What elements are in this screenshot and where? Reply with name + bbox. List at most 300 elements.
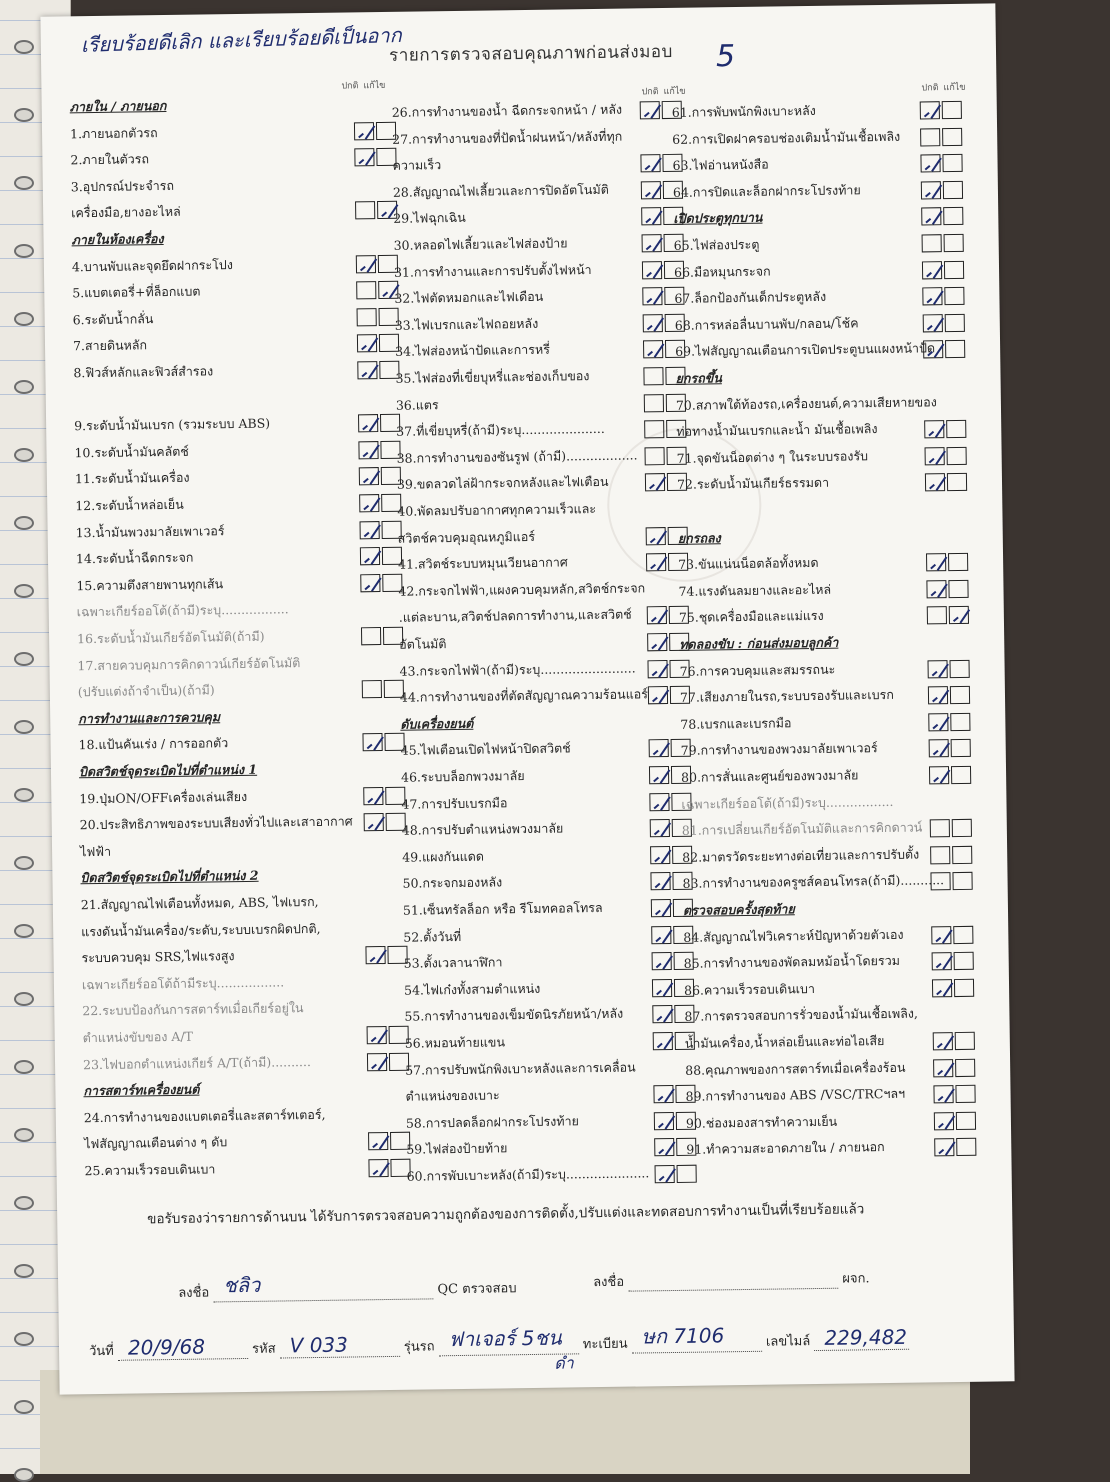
col-header-fix: แก้ไข xyxy=(663,86,686,98)
checklist-item-label: 73.ขันแน่นน็อตล้อทั้งหมด xyxy=(678,555,819,573)
checklist-item-label: 23.ไฟบอกตำแหน่งเกียร์ A/T(ถ้ามี).......... xyxy=(82,1053,311,1072)
checkbox-pair xyxy=(927,659,969,678)
checkbox-pair xyxy=(922,287,964,306)
checkbox-ok[interactable] xyxy=(654,1138,674,1156)
col-header-ok: ปกติ xyxy=(921,83,939,94)
checkbox-fix[interactable] xyxy=(948,580,968,598)
section-heading: ดับเครื่องยนต์ xyxy=(400,715,474,732)
inspection-sheet xyxy=(40,3,1014,1394)
handwritten-extra: ดำ xyxy=(554,1353,574,1373)
checkbox-ok[interactable] xyxy=(932,952,952,970)
checkbox-fix[interactable] xyxy=(954,952,974,970)
checkbox-fix[interactable] xyxy=(953,925,973,943)
checkbox-ok[interactable] xyxy=(649,739,669,757)
checkbox-ok[interactable] xyxy=(641,207,661,225)
checklist-item-label: .แต่ละบาน,สวิตช์ปลดการทำงาน,และสวิตช์ xyxy=(398,606,632,626)
checkbox-ok[interactable] xyxy=(644,420,664,438)
checklist-item-label: 47.การปรับเบรกมือ xyxy=(401,794,508,812)
checklist-item-label: 2.ภายในตัวรถ xyxy=(70,151,150,168)
checklist-item-label: 33.ไฟเบรกและไฟถอยหลัง xyxy=(394,315,539,333)
checkbox-fix[interactable] xyxy=(945,314,965,332)
checkbox-pair xyxy=(359,520,401,539)
checkbox-ok[interactable] xyxy=(926,553,946,571)
checklist-item-label: 5.แบตเตอรี่+ที่ล็อกแบต xyxy=(72,283,201,301)
checklist-item-label: 67.ล็อกป้องกันเด็กประตูหลัง xyxy=(674,288,827,307)
checkbox-ok[interactable] xyxy=(643,340,663,358)
checkbox-ok[interactable] xyxy=(640,101,660,119)
checklist-item-label: เฉพาะเกียร์ออโต้(ถ้ามี)ระบุ................. xyxy=(681,793,894,812)
section-heading: ยกรถขึ้น xyxy=(675,370,722,386)
checklist-item-label: 21.สัญญาณไฟเตือนทั้งหมด, ABS, ไฟเบรก, xyxy=(80,893,319,913)
checkbox-pair xyxy=(363,786,405,805)
checkbox-ok[interactable] xyxy=(922,234,942,252)
checkbox-pair xyxy=(926,580,968,599)
checklist-item-label: 27.การทำงานของที่ปัดน้ำฝนหน้า/หลังที่ทุก xyxy=(392,128,623,147)
section-heading: บิดสวิตช์จุดระเบิดไปที่ตำแหน่ง 1 xyxy=(78,761,258,780)
checkbox-pair xyxy=(357,308,399,327)
checkbox-ok[interactable] xyxy=(647,606,667,624)
checkbox-ok[interactable] xyxy=(642,287,662,305)
checkbox-pair xyxy=(364,813,406,832)
checkbox-ok[interactable] xyxy=(924,420,944,438)
checkbox-pair xyxy=(655,1165,697,1184)
checkbox-fix[interactable] xyxy=(944,234,964,252)
handwritten-note: เรียบร้อยดีเลิก และเรียบร้อยดีเป็นอาก xyxy=(80,22,402,57)
checkbox-pair xyxy=(358,441,400,460)
checkbox-fix[interactable] xyxy=(951,766,971,784)
checkbox-ok[interactable] xyxy=(920,101,940,119)
section-heading: ภายใน / ภายนอก xyxy=(69,97,167,115)
checkbox-pair xyxy=(368,1132,410,1151)
checklist-item-label: 11.ระดับน้ำมันเครื่อง xyxy=(74,470,190,487)
col-header-ok: ปกติ xyxy=(341,81,359,92)
checkbox-ok[interactable] xyxy=(929,740,949,758)
section-heading: บิดสวิตช์จุดระเบิดไปที่ตำแหน่ง 2 xyxy=(80,868,259,886)
checkbox-ok[interactable] xyxy=(649,793,669,811)
checkbox-ok[interactable] xyxy=(363,787,383,805)
checkbox-fix[interactable] xyxy=(947,447,967,465)
checkbox-ok[interactable] xyxy=(367,1026,387,1044)
checklist-item-label: 35.ไฟส่องที่เขี่ยบุหรี่และช่องเก็บของ xyxy=(395,368,590,386)
binding-coil xyxy=(14,1332,34,1346)
checklist-item-label: เฉพาะเกียร์ออโต้ถ้ามีระบุ................. xyxy=(81,974,285,993)
checkbox-ok[interactable] xyxy=(650,819,670,837)
checklist-item-label: 13.น้ำมันพวงมาลัยเพาเวอร์ xyxy=(75,522,225,540)
binding-coil xyxy=(14,992,34,1006)
checkbox-ok[interactable] xyxy=(358,414,378,432)
checkbox-pair xyxy=(360,547,402,566)
checkbox-pair xyxy=(925,473,967,492)
checklist-item-label: ระบบควบคุม SRS,ไฟแรงสูง xyxy=(81,948,235,966)
checklist-item-label: 89.การทำงานของ ABS /VSC/TRCฯลฯ xyxy=(685,1085,906,1105)
checkbox-ok[interactable] xyxy=(643,367,663,385)
checklist-item-label: แรงดันน้ำมันเครื่อง/ระดับ,ระบบเบรกผิดปกติ, xyxy=(81,920,321,939)
checkbox-pair xyxy=(922,234,964,253)
checklist-item-label: 78.เบรกและเบรกมือ xyxy=(680,715,792,732)
checklist-item-label: 3.อุปกรณ์ประจำรถ xyxy=(70,177,175,195)
col-header-ok: ปกติ xyxy=(641,87,659,98)
checkbox-ok[interactable] xyxy=(655,1165,675,1183)
checklist-item-label: 83.การทำงานของครูซส์คอนโทรล(ถ้ามี)........... xyxy=(682,872,945,892)
checkbox-ok[interactable] xyxy=(646,527,666,545)
checkbox-ok[interactable] xyxy=(644,447,664,465)
checkbox-ok[interactable] xyxy=(931,926,951,944)
checklist-item-label: (ปรับแต่งถ้าจำเป็น)(ถ้ามี) xyxy=(77,682,215,700)
checkbox-ok[interactable] xyxy=(359,467,379,485)
checklist-item-label: 81.การเปลี่ยนเกียร์อัตโนมัติและการคิกดาวน์ xyxy=(681,819,923,839)
checkbox-fix[interactable] xyxy=(945,340,965,358)
checkbox-ok[interactable] xyxy=(360,574,380,592)
checkbox-ok[interactable] xyxy=(650,872,670,890)
checkbox-pair xyxy=(359,494,401,513)
checkbox-ok[interactable] xyxy=(357,334,377,352)
checkbox-pair xyxy=(355,201,397,220)
checkbox-pair xyxy=(921,181,963,200)
checkbox-pair xyxy=(934,1112,976,1131)
checkbox-fix[interactable] xyxy=(951,739,971,757)
checklist-item-label: 42.กระจกไฟฟ้า,แผงควบคุมหลัก,สวิตช์กระจก xyxy=(398,580,646,599)
checklist-item-label: 70.สภาพใต้ท้องรถ,เครื่องยนต์,ความเสียหายของ xyxy=(675,393,937,413)
checkbox-fix[interactable] xyxy=(955,1058,975,1076)
col-header-fix: แก้ไข xyxy=(943,82,966,94)
checkbox-ok[interactable] xyxy=(925,447,945,465)
checklist-item-label: ความเร็ว xyxy=(392,157,442,174)
checkbox-ok[interactable] xyxy=(927,660,947,678)
checkbox-ok[interactable] xyxy=(922,287,942,305)
checklist-item-label: 36.แตร xyxy=(395,396,439,413)
checkbox-ok[interactable] xyxy=(933,1085,953,1103)
checklist-item-label: เฉพาะเกียร์ออโต้(ถ้ามี)ระบุ................. xyxy=(76,601,289,620)
checkbox-ok[interactable] xyxy=(355,201,375,219)
sign-label: ลงชื่อ xyxy=(178,1285,210,1301)
checklist-item-label: 41.สวิตช์ระบบหมุนเวียนอากาศ xyxy=(398,554,568,572)
checklist-item-label: อัตโนมัติ xyxy=(399,636,447,652)
checkbox-ok[interactable] xyxy=(359,494,379,512)
checklist-item-label: 71.จุดขันน็อตต่าง ๆ ในระบบรองรับ xyxy=(676,448,869,466)
checkbox-ok[interactable] xyxy=(359,521,379,539)
checkbox-ok[interactable] xyxy=(368,1159,388,1177)
sheet-content xyxy=(40,3,1014,1394)
checkbox-pair xyxy=(354,148,396,167)
checkbox-pair xyxy=(356,254,398,273)
checkbox-ok[interactable] xyxy=(923,314,943,332)
section-heading: ภายในห้องเครื่อง xyxy=(71,231,164,248)
checkbox-ok[interactable] xyxy=(361,627,381,645)
checkbox-ok[interactable] xyxy=(928,713,948,731)
checkbox-ok[interactable] xyxy=(920,154,940,172)
checkbox-pair xyxy=(932,979,974,998)
checkbox-pair xyxy=(932,952,974,971)
checkbox-pair xyxy=(930,819,972,838)
binding-coil xyxy=(14,856,34,870)
checklist-item-label: 61.การพับพนักพิงเบาะหลัง xyxy=(671,102,816,120)
checklist-item-label: สวิตช์ควบคุมอุณหภูมิแอร์ xyxy=(397,528,536,546)
checkbox-ok[interactable] xyxy=(365,946,385,964)
checkbox-fix[interactable] xyxy=(944,287,964,305)
checkbox-pair xyxy=(365,946,407,965)
checklist-item-label: 9.ระดับน้ำมันเบรก (รวมระบบ ABS) xyxy=(74,415,271,434)
checklist-item-label: 25.ความเร็วรอบเดินเบา xyxy=(84,1161,216,1179)
checklist-item-label: 52.ตั้งวันที่ xyxy=(403,928,462,945)
certification-text: ขอรับรองว่ารายการด้านบน ได้รับการตรวจสอบความถูกต้องของการติดตั้ง,ปรับแต่งและทดสอบการทำงานเป็นที่เรียบร้อยแล้ว xyxy=(147,1201,865,1228)
checkbox-pair xyxy=(933,1085,975,1104)
binding-coil xyxy=(14,720,34,734)
checklist-item-label: 60.การพับเบาะหลัง(ถ้ามี)ระบุ..................... xyxy=(406,1165,650,1184)
checkbox-ok[interactable] xyxy=(929,766,949,784)
checklist-item-label: 49.แผงกันแดด xyxy=(402,848,485,865)
checklist-item-label: น้ำมันเครื่อง,น้ำหล่อเย็นและท่อไอเสีย xyxy=(684,1033,885,1051)
checkbox-ok[interactable] xyxy=(650,846,670,864)
checkbox-ok[interactable] xyxy=(649,766,669,784)
binding-coil xyxy=(14,516,34,530)
checkbox-ok[interactable] xyxy=(934,1138,954,1156)
qc-label: QC ตรวจสอบ xyxy=(437,1281,517,1298)
checkbox-fix[interactable] xyxy=(950,686,970,704)
checkbox-pair xyxy=(933,1032,975,1051)
checkbox-fix[interactable] xyxy=(952,819,972,837)
checklist-item-label: 57.การปรับพนักพิงเบาะหลังและการเคลื่อน xyxy=(405,1059,636,1078)
checklist-item-label: 51.เซ็นทรัลล็อก หรือ รีโมทคอลโทรล xyxy=(402,899,603,918)
checkbox-fix[interactable] xyxy=(950,713,970,731)
checkbox-ok[interactable] xyxy=(357,308,377,326)
checkbox-ok[interactable] xyxy=(647,633,667,651)
checklist-item-label: 69.ไฟสัญญาณเตือนการเปิดประตูบนแผงหน้าปัด xyxy=(675,340,936,360)
model-value: ฟาเจอร์ 5ชน xyxy=(448,1325,562,1352)
checkbox-fix[interactable] xyxy=(952,846,972,864)
checkbox-ok[interactable] xyxy=(362,733,382,751)
checkbox-fix[interactable] xyxy=(942,101,962,119)
checkbox-pair xyxy=(928,686,970,705)
checkbox-pair xyxy=(922,260,964,279)
checkbox-ok[interactable] xyxy=(360,547,380,565)
checklist-item-label: 90.ช่องมองสารทำความเย็น xyxy=(685,1113,838,1131)
checkbox-fix[interactable] xyxy=(943,181,963,199)
checklist-item-label: 29.ไฟฉุกเฉิน xyxy=(393,210,466,227)
checkbox-fix[interactable] xyxy=(955,1085,975,1103)
checkbox-pair xyxy=(367,1026,409,1045)
checkbox-ok[interactable] xyxy=(648,686,668,704)
checklist-item-label: 32.ไฟตัดหมอกและไฟเดือน xyxy=(394,288,544,307)
binding-coil xyxy=(14,1196,34,1210)
checkbox-pair xyxy=(929,766,971,785)
checkbox-pair xyxy=(367,1052,409,1071)
checkbox-ok[interactable] xyxy=(356,281,376,299)
checklist-item-label: 19.ปุ่มON/OFFเครื่องเล่นเสียง xyxy=(79,788,248,806)
checkbox-ok[interactable] xyxy=(646,553,666,571)
checkbox-ok[interactable] xyxy=(653,1032,673,1050)
checklist-item-label: 15.ความตึงสายพานทุกเส้น xyxy=(76,576,224,594)
checklist-item-label: 56.หมอนท้ายแขน xyxy=(404,1034,506,1051)
checkbox-ok[interactable] xyxy=(642,234,662,252)
checkbox-pair xyxy=(930,872,972,891)
checkbox-fix[interactable] xyxy=(949,659,969,677)
checklist-item-label: 76.การควบคุมและสมรรถนะ xyxy=(679,661,836,679)
checkbox-ok[interactable] xyxy=(932,979,952,997)
checkbox-ok[interactable] xyxy=(934,1112,954,1130)
checklist-item-label: 65.ไฟส่องประตู xyxy=(673,236,760,253)
checklist-item-label: 50.กระจกมองหลัง xyxy=(402,874,503,892)
checkbox-pair xyxy=(359,467,401,486)
checkbox-ok[interactable] xyxy=(652,1005,672,1023)
checkbox-ok[interactable] xyxy=(927,607,947,625)
checkbox-pair xyxy=(934,1138,976,1157)
checkbox-ok[interactable] xyxy=(645,473,665,491)
checkbox-pair xyxy=(921,207,963,226)
checkbox-ok[interactable] xyxy=(643,314,663,332)
mileage-label: เลขไมล์ xyxy=(765,1334,811,1350)
checklist-item-label: เครื่องมือ,ยางอะไหล่ xyxy=(71,204,181,221)
checklist-item-label: 64.การปิดและล็อกฝากระโปรงท้าย xyxy=(672,182,861,200)
checklist-item-label: ตำแหน่งของเบาะ xyxy=(405,1087,500,1104)
checklist-item-label: 17.สายควบคุมการคิกดาวน์เกียร์อัตโนมัติ xyxy=(77,654,301,673)
checkbox-ok[interactable] xyxy=(362,680,382,698)
checklist-item-label: 79.การทำงานของพวงมาลัยเพาเวอร์ xyxy=(680,740,878,759)
checkbox-pair xyxy=(926,553,968,572)
checkbox-fix[interactable] xyxy=(956,1112,976,1130)
checkbox-ok[interactable] xyxy=(647,660,667,678)
checkbox-pair xyxy=(930,846,972,865)
checklist-item-label: 34.ไฟส่องหน้าปัดและการหรี่ xyxy=(395,342,551,360)
checklist-item-label: 63.ไฟอ่านหนังสือ xyxy=(672,156,769,174)
checkbox-fix[interactable] xyxy=(956,1138,976,1156)
plate-label: ทะเบียน xyxy=(582,1336,628,1353)
checkbox-ok[interactable] xyxy=(653,1085,673,1103)
checkbox-pair xyxy=(358,414,400,433)
checklist-item-label: 1.ภายนอกตัวรถ xyxy=(69,124,158,141)
checkbox-ok[interactable] xyxy=(928,686,948,704)
checkbox-ok[interactable] xyxy=(364,813,384,831)
checkbox-fix[interactable] xyxy=(949,606,969,624)
checkbox-ok[interactable] xyxy=(921,181,941,199)
checkbox-fix[interactable] xyxy=(952,872,972,890)
checkbox-ok[interactable] xyxy=(356,255,376,273)
date-label: วันที่ xyxy=(88,1343,114,1360)
code-label: รหัส xyxy=(251,1341,276,1357)
checklist-item-label: 66.มือหมุนกระจก xyxy=(673,263,771,280)
checkbox-ok[interactable] xyxy=(926,580,946,598)
checklist-item-label: 75.ชุดเครื่องมือและแม่แรง xyxy=(678,608,824,626)
checkbox-fix[interactable] xyxy=(944,260,964,278)
checkbox-pair xyxy=(929,739,971,758)
plate-value: ษก 7106 xyxy=(641,1323,725,1349)
checkbox-fix[interactable] xyxy=(948,553,968,571)
checkbox-pair xyxy=(933,1058,975,1077)
checkbox-ok[interactable] xyxy=(933,1032,953,1050)
checkbox-pair xyxy=(920,127,962,146)
checkbox-fix[interactable] xyxy=(942,127,962,145)
signature-line-manager xyxy=(593,1267,870,1292)
binding-coil xyxy=(14,108,34,122)
checklist-item-label: 86.ความเร็วรอบเดินเบา xyxy=(683,980,816,998)
checkbox-fix[interactable] xyxy=(954,979,974,997)
checkbox-ok[interactable] xyxy=(652,952,672,970)
checkbox-ok[interactable] xyxy=(920,128,940,146)
checklist-item-label: 24.การทำงานของแบตเตอรี่และสตาร์ทเตอร์, xyxy=(83,1106,326,1126)
checkbox-pair xyxy=(357,361,399,380)
checklist-item-label: ไฟสัญญาณเตือนต่าง ๆ ดับ xyxy=(84,1134,228,1152)
checklist-item-label: 39.ขดลวดไล่ฝ้ากระจกหลังและไฟเตือน xyxy=(396,474,609,493)
section-heading: ทดลองขับ : ก่อนส่งมอบลูกค้า xyxy=(679,634,839,652)
checklist-item-label: 53.ตั้งเวลานาฬิกา xyxy=(403,954,503,971)
checkbox-ok[interactable] xyxy=(367,1053,387,1071)
checkbox-ok[interactable] xyxy=(354,148,374,166)
checkbox-pair xyxy=(357,334,399,353)
checklist-item-label: 44.การทำงานของที่ตัดสัญญาณความร้อนแอร์ xyxy=(399,686,649,705)
signature-line-qc xyxy=(178,1265,517,1303)
checkbox-ok[interactable] xyxy=(654,1112,674,1130)
signature-value: ชลิว xyxy=(223,1272,261,1298)
checkbox-ok[interactable] xyxy=(933,1059,953,1077)
checklist-item-label: ตำแหน่งขับของ A/T xyxy=(82,1028,194,1046)
checkbox-ok[interactable] xyxy=(921,208,941,226)
checklist-item-label: 85.การทำงานของพัดลมหม้อน้ำโดยรวม xyxy=(683,953,900,972)
checkbox-ok[interactable] xyxy=(652,979,672,997)
checkbox-ok[interactable] xyxy=(354,122,374,140)
checkbox-ok[interactable] xyxy=(642,261,662,279)
checkbox-ok[interactable] xyxy=(922,261,942,279)
date-value: 20/9/68 xyxy=(127,1334,206,1360)
checkbox-pair xyxy=(927,606,969,625)
checkbox-fix[interactable] xyxy=(943,207,963,225)
binding-coil xyxy=(14,40,34,54)
checklist-item-label: 7.สายดินหลัก xyxy=(72,337,148,354)
checkbox-ok[interactable] xyxy=(930,873,950,891)
checklist-item-label: 14.ระดับน้ำฉีดกระจก xyxy=(75,549,194,567)
checklist-item-label: 28.สัญญาณไฟเลี้ยวและการปิดอัตโนมัติ xyxy=(392,181,609,200)
checkbox-ok[interactable] xyxy=(930,819,950,837)
checkbox-fix[interactable] xyxy=(942,154,962,172)
checkbox-pair xyxy=(354,121,396,140)
checkbox-pair xyxy=(362,680,404,699)
checkbox-ok[interactable] xyxy=(925,474,945,492)
checklist-item-label: 20.ประสิทธิภาพของระบบเสียงทั่วไปและเสาอากาศ xyxy=(79,813,353,833)
checkbox-pair xyxy=(920,154,962,173)
section-heading: การสตาร์ทเครื่องยนต์ xyxy=(83,1081,200,1099)
binding-coil xyxy=(14,584,34,598)
binding-coil xyxy=(14,652,34,666)
checklist-item-label: ไฟฟ้า xyxy=(79,843,112,860)
section-heading: การทำงานและการควบคุม xyxy=(78,709,221,727)
checklist-item-label: 38.การทำงานของซันรูฟ (ถ้ามี).................. xyxy=(396,447,638,466)
checkbox-ok[interactable] xyxy=(357,361,377,379)
checkbox-pair xyxy=(356,281,398,300)
binding-coil xyxy=(14,312,34,326)
checkbox-ok[interactable] xyxy=(641,181,661,199)
checklist-item-label: 58.การปลดล็อกฝากระโปรงท้าย xyxy=(405,1113,580,1131)
checkbox-fix[interactable] xyxy=(947,473,967,491)
checkbox-pair xyxy=(361,627,403,646)
checkbox-ok[interactable] xyxy=(930,846,950,864)
checkbox-fix[interactable] xyxy=(946,420,966,438)
checkbox-fix[interactable] xyxy=(955,1032,975,1050)
checkbox-ok[interactable] xyxy=(640,154,660,172)
binding-coil xyxy=(14,1060,34,1074)
checklist-item-label: 18.แป้นคันเร่ง / การออกตัว xyxy=(78,735,229,753)
checklist-item-label: 16.ระดับน้ำมันเกียร์อัตโนมัติ(ถ้ามี) xyxy=(77,628,265,647)
checkbox-ok[interactable] xyxy=(358,441,378,459)
checkbox-ok[interactable] xyxy=(368,1132,388,1150)
checkbox-ok[interactable] xyxy=(644,394,664,412)
checklist-item-label: 46.ระบบล็อกพวงมาลัย xyxy=(400,768,525,785)
checklist-item-label: 84.สัญญาณไฟวิเคราะห์ปัญหาด้วยตัวเอง xyxy=(683,926,904,945)
binding-coil xyxy=(14,1468,34,1482)
binding-coil xyxy=(14,244,34,258)
checkbox-ok[interactable] xyxy=(651,899,671,917)
checkbox-fix[interactable] xyxy=(677,1165,697,1183)
checkbox-ok[interactable] xyxy=(923,341,943,359)
checkbox-ok[interactable] xyxy=(651,926,671,944)
section-heading: ยกรถลง xyxy=(677,529,721,546)
